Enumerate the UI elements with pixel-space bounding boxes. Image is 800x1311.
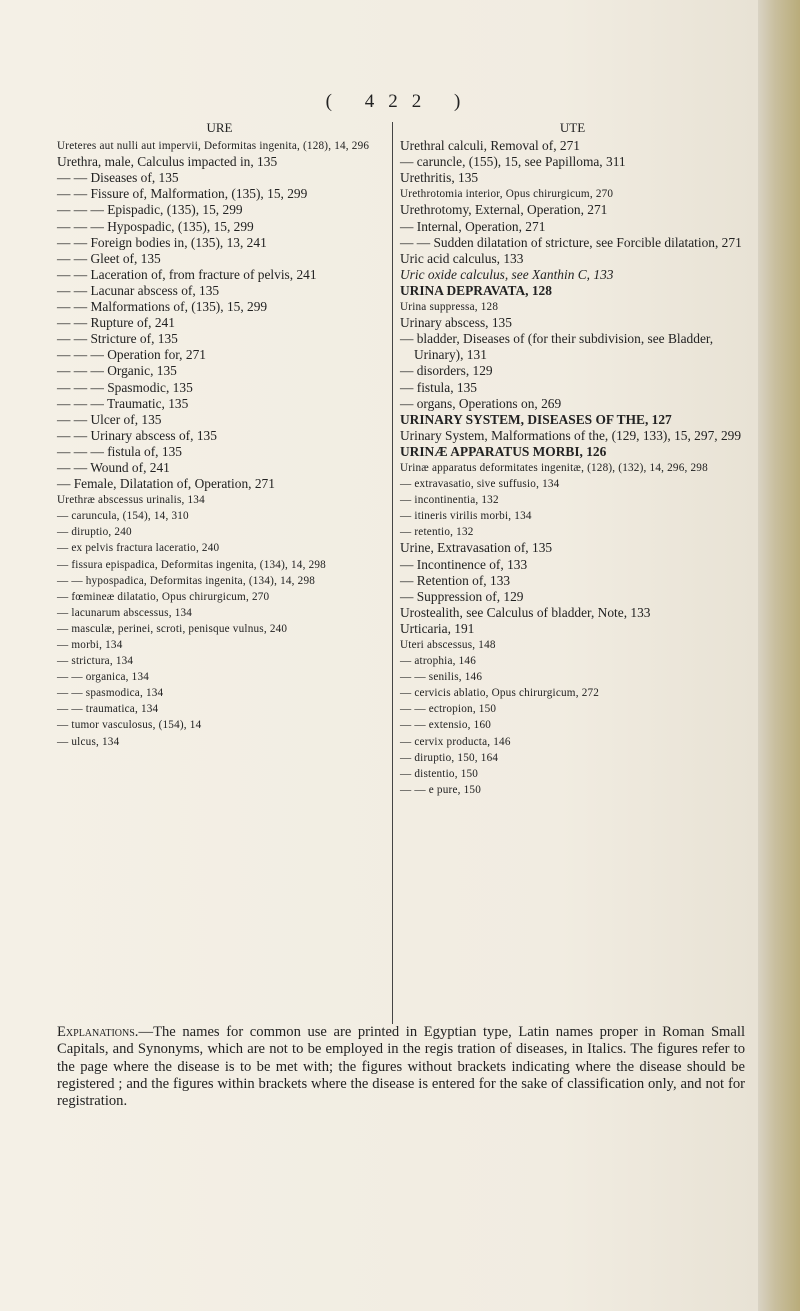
index-entry: — Female, Dilatation of, Operation, 271: [57, 476, 275, 492]
index-entry: — carunculа, (154), 14, 310: [57, 510, 189, 523]
right-entries: [400, 138, 745, 798]
index-entry: URINÆ APPARATUS MORBI, 126: [400, 443, 607, 459]
index-entry: — — Stricture of, 135: [57, 331, 178, 347]
explanations-body: —The names for common use are printed in Egyptian type, Latin names proper in Roman Small Capitals, and Synonyms, which are not to be employed in the regis tration of diseases, in Italics. The figures refer to the page where the disease is to be met with; the figures without brackets indicating where the disease should be registered ; and the figures within brackets where the disease is entered for the sake of classification only, and not for registration.: [57, 1024, 745, 1110]
index-entry: — Internal, Operation, 271: [400, 218, 546, 234]
index-entry: Ureteres aut nulli aut impervii, Deformitas ingenita, (128), 14, 296: [57, 140, 370, 153]
index-entry: — organs, Operations on, 269: [400, 395, 562, 411]
index-entry: — lacunarum abscessus, 134: [57, 606, 193, 619]
index-entry: — — ectropion, 150: [400, 703, 497, 716]
index-entry: — caruncle, (155), 15, see Papilloma, 311: [400, 154, 626, 170]
index-entry: — — Ulcer of, 135: [57, 411, 162, 427]
index-entry: Urethra, male, Calculus impacted in, 135: [57, 154, 278, 170]
index-entry: — — extensio, 160: [400, 719, 492, 732]
index-entry: — ulcus, 134: [57, 735, 120, 748]
right-index-column: [400, 120, 745, 798]
index-entry: — fœmineæ dilatatio, Opus chirurgicum, 270: [57, 590, 270, 603]
index-entry: — atrophia, 146: [400, 655, 477, 668]
page-number: ( 422 ): [325, 91, 475, 112]
index-entry: — — hypospadica, Deformitas ingenita, (134), 14, 298: [57, 574, 316, 587]
index-entry: — — Gleet of, 135: [57, 250, 161, 266]
index-entry: Uteri abscessus, 148: [400, 639, 496, 651]
index-entry: — — traumatica, 134: [57, 703, 159, 716]
index-entry: Urinary System, Malformations of the, (129, 133), 15, 297, 299: [400, 427, 742, 443]
index-entry: — Suppression of, 129: [400, 588, 524, 604]
index-entry: — distentio, 150: [400, 767, 479, 780]
index-entry: — disorders, 129: [400, 363, 493, 379]
index-entry: — Retention of, 133: [400, 572, 511, 588]
explanations-note: [57, 1024, 745, 1110]
index-entry: — — Rupture of, 241: [57, 315, 175, 331]
index-entry: — — Fissure of, Malformation, (135), 15, 299: [57, 186, 308, 202]
index-entry: Urethræ abscessus urinalis, 134: [57, 494, 205, 507]
index-entry: — cervicis ablatio, Opus chirurgicum, 272: [400, 687, 600, 700]
index-entry: — — Malformations of, (135), 15, 299: [57, 299, 268, 315]
index-entry: — — Urinary abscess of, 135: [57, 427, 217, 443]
index-entry: — diruptio, 150, 164: [400, 751, 499, 764]
left-index-column: [57, 120, 382, 750]
left-entries: [57, 138, 382, 750]
index-entry: — — organica, 134: [57, 671, 150, 684]
column-divider: [392, 122, 393, 1024]
index-entry: — — e pure, 150: [400, 783, 481, 796]
index-entry: Uric oxide calculus, see Xanthin C, 133: [400, 266, 614, 282]
index-entry: — tumor vasculosus, (154), 14: [57, 719, 202, 732]
index-entry: — fissura epispadica, Deformitas ingenita, (134), 14, 298: [57, 558, 326, 571]
index-entry: — morbi, 134: [57, 639, 123, 651]
index-entry: — — Foreign bodies in, (135), 13, 241: [57, 234, 267, 250]
page-edge-shadow: [758, 0, 800, 1311]
index-entry: — fistula, 135: [400, 379, 477, 395]
index-entry: — — Lacunar abscess of, 135: [57, 282, 220, 298]
index-entry: — — — fistula of, 135: [57, 443, 182, 459]
index-entry: — diruptio, 240: [57, 526, 132, 539]
index-entry: — strictura, 134: [57, 655, 134, 668]
index-entry: — — — Hypospadic, (135), 15, 299: [57, 218, 254, 234]
index-entry: Urethrotomia interior, Opus chirurgicum, 270: [400, 188, 614, 201]
index-entry: — — — Epispadic, (135), 15, 299: [57, 202, 243, 218]
index-entry: — — Diseases of, 135: [57, 170, 179, 186]
index-entry: — cervix producta, 146: [400, 735, 511, 748]
index-entry: Urinæ apparatus deformitates ingenitæ, (128), (132), 14, 296, 298: [400, 461, 708, 474]
index-entry: Urticaria, 191: [400, 620, 475, 636]
right-column-header: UTE: [559, 120, 586, 135]
index-entry: — bladder, Diseases of (for their subdivision, see Bladder, Urinary), 131: [400, 331, 714, 363]
index-entry: Uric acid calculus, 133: [400, 250, 524, 266]
index-entry: — — — Traumatic, 135: [57, 395, 189, 411]
index-entry: URINARY SYSTEM, DISEASES OF THE, 127: [400, 411, 672, 427]
index-entry: Urethrotomy, External, Operation, 271: [400, 202, 608, 218]
index-entry: — — — Operation for, 271: [57, 347, 206, 363]
index-entry: — — senilis, 146: [400, 671, 483, 684]
index-entry: Urethral calculi, Removal of, 271: [400, 138, 580, 154]
index-entry: — masculæ, perinei, scroti, penisque vulnus, 240: [57, 622, 288, 635]
index-entry: — ex pelvis fractura laceratio, 240: [57, 542, 220, 555]
explanations-lead: Explanations.: [57, 1024, 139, 1040]
index-entry: — itineris virilis morbi, 134: [400, 510, 532, 523]
index-entry: — — Laceration of, from fracture of pelvis, 241: [57, 266, 317, 282]
index-entry: — extravasatio, sive suffusio, 134: [400, 478, 560, 491]
index-entry: Urostealith, see Calculus of bladder, Note, 133: [400, 604, 651, 620]
index-entry: URINA DEPRAVATA, 128: [400, 282, 552, 298]
index-entry: Urinary abscess, 135: [400, 315, 512, 331]
index-entry: — — spasmodica, 134: [57, 687, 164, 700]
index-entry: — — — Spasmodic, 135: [57, 379, 193, 395]
index-entry: Urethritis, 135: [400, 170, 479, 186]
index-entry: — Incontinence of, 133: [400, 556, 528, 572]
index-entry: — retentio, 132: [400, 526, 474, 539]
index-entry: Urine, Extravasation of, 135: [400, 540, 553, 556]
index-entry: — incontinentia, 132: [400, 494, 499, 507]
index-entry: — — Wound of, 241: [57, 459, 170, 475]
left-column-header: URE: [206, 120, 233, 135]
index-entry: — — — Organic, 135: [57, 363, 177, 379]
index-entry: — — Sudden dilatation of stricture, see Forcible dilatation, 271: [400, 234, 742, 250]
index-entry: Urina suppressa, 128: [400, 301, 499, 314]
